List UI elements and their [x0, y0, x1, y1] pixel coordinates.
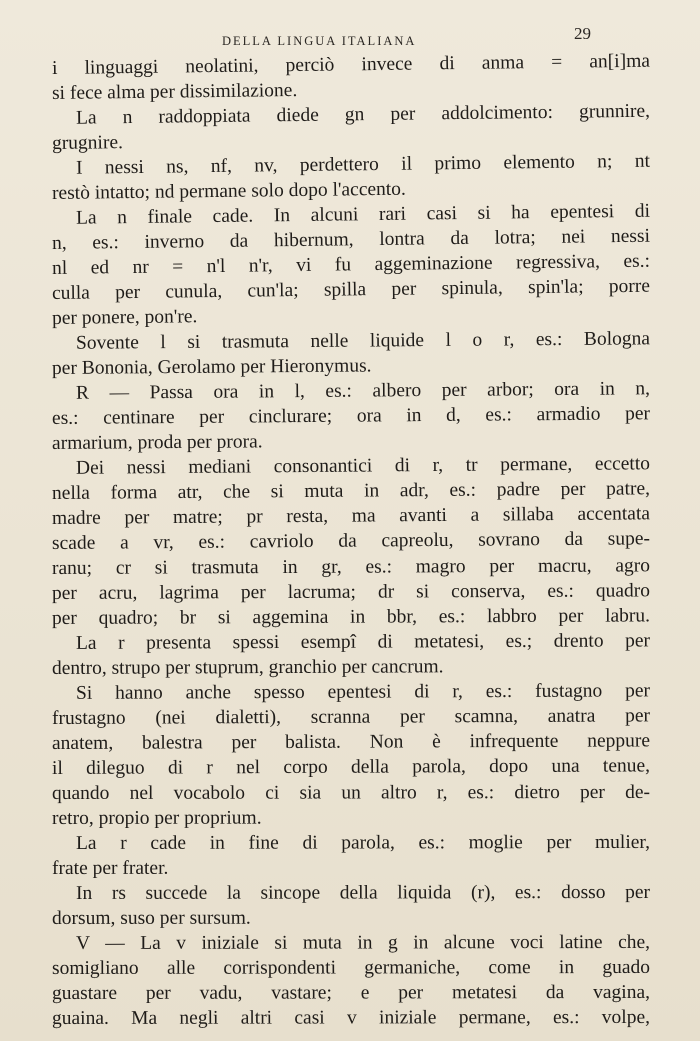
- text-line: guaina. Ma negli altri casi v iniziale permane, es.: volpe,: [51, 1006, 651, 1029]
- text-line: es.: centinare per cinclurare; ora in d, es.: armadio per: [51, 403, 651, 429]
- text-line: nl ed nr = n'l n'r, vi fu aggeminazione regressiva, es.:: [51, 250, 651, 279]
- text-line: culla per cunula, cun'la; spilla per spinula, spin'la; porre: [51, 275, 651, 304]
- text-line: il dileguo di r nel corpo della parola, dopo una tenue,: [51, 755, 651, 779]
- text-line: grugnire.: [51, 132, 124, 154]
- text-line: per Bononia, Gerolamo per Hieronymus.: [51, 355, 372, 379]
- text-line: nella forma atr, che si muta in adr, es.: padre per patre,: [51, 478, 651, 504]
- text-line: n, es.: inverno da hibernum, lontra da lotra; nei nessi: [51, 225, 651, 254]
- text-line: La r cade in fine di parola, es.: moglie per mulier,: [75, 831, 651, 854]
- text-line: madre per matre; pr resta, ma avanti a sillaba accentata: [51, 503, 651, 529]
- text-line: scade a vr, es.: cavriolo da capreolu, sovrano da supe-: [51, 528, 651, 554]
- text-line: La n finale cade. In alcuni rari casi si ha epentesi di: [75, 200, 651, 229]
- text-line: restò intatto; nd permane solo dopo l'accento.: [51, 178, 406, 204]
- text-line: La r presenta spessi esempî di metatesi, es.; drento per: [75, 630, 651, 654]
- text-line: Sovente l si trasmuta nelle liquide l o r, es.: Bologna: [75, 328, 651, 354]
- text-line: per quadro; br si aggemina in bbr, es.: labbro per labru.: [51, 605, 651, 629]
- text-line: La n raddoppiata diede gn per addolcimento: grunnire,: [75, 100, 651, 129]
- text-line: I nessi ns, nf, nv, perdettero il primo elemento n; nt: [75, 150, 651, 179]
- running-head: DELLA LINGUA ITALIANA: [222, 34, 417, 48]
- text-line: dorsum, suso per sursum.: [51, 907, 251, 929]
- text-line: Si hanno anche spesso epentesi di r, es.: fustagno per: [75, 680, 651, 704]
- text-line: R — Passa ora in l, es.: albero per arbor; ora in n,: [75, 378, 651, 404]
- text-line: somigliano alle corrispondenti germaniche, come in guado: [51, 956, 651, 979]
- text-line: V — La v iniziale si muta in g in alcune voci latine che,: [75, 931, 651, 954]
- text-line: In rs succede la sincope della liquida (r), es.: dosso per: [75, 881, 651, 904]
- text-line: frustagno (nei dialetti), scranna per scamna, anatra per: [51, 705, 651, 729]
- text-line: armarium, proda per prora.: [51, 431, 263, 454]
- text-line: dentro, strupo per stuprum, granchio per cancrum.: [51, 656, 444, 679]
- text-line: per acru, lagrima per lacruma; dr si conserva, es.: quadro: [51, 580, 651, 604]
- text-line: i linguaggi neolatini, perciò invece di anma = an[i]ma: [51, 50, 651, 79]
- text-line: guastare per vadu, vastare; e per metatesi da vagina,: [51, 981, 651, 1004]
- text-line: Dei nessi mediani consonantici di r, tr permane, eccetto: [75, 453, 651, 479]
- text-line: anatem, balestra per balista. Non è infrequente neppure: [51, 730, 651, 754]
- body-text: [51, 50, 651, 1031]
- text-line: per ponere, pon're.: [51, 306, 198, 329]
- text-line: ranu; cr si trasmuta in gr, es.: magro per macru, agro: [51, 555, 651, 579]
- page-number: 29: [574, 24, 591, 43]
- text-line: retro, propio per proprium.: [51, 807, 262, 829]
- text-line: frate per frater.: [51, 857, 169, 879]
- text-line: si fece alma per dissimilazione.: [51, 80, 298, 104]
- text-line: quando nel vocabolo ci sia un altro r, es.: dietro per de-: [51, 781, 651, 804]
- page-header: [0, 24, 700, 52]
